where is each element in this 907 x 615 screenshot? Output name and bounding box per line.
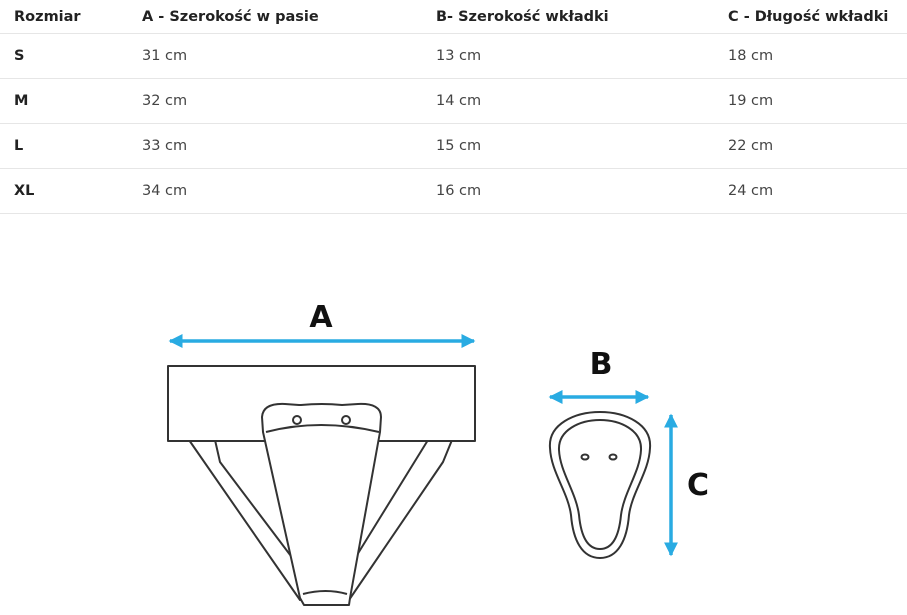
cup-drawing [550, 412, 650, 558]
cup-hole-right [610, 455, 617, 460]
column-header-insert-length: C - Długość wkładki [728, 8, 889, 25]
insert-length-cell: 22 cm [728, 124, 907, 169]
pouch-rivet-right [342, 416, 350, 424]
waist-width-cell: 33 cm [142, 124, 436, 169]
insert-width-cell: 16 cm [436, 169, 728, 214]
label-b: B [589, 347, 613, 382]
waist-width-cell: 34 cm [142, 169, 436, 214]
waist-width-cell: 32 cm [142, 79, 436, 124]
size-cell: M [0, 79, 142, 124]
size-cell: XL [0, 169, 142, 214]
waist-width-cell: 31 cm [142, 34, 436, 79]
column-header-size: Rozmiar [14, 8, 81, 25]
insert-width-cell: 15 cm [436, 124, 728, 169]
jockstrap-drawing [168, 366, 475, 605]
insert-length-cell: 18 cm [728, 34, 907, 79]
cup-hole-left [582, 455, 589, 460]
label-c: C [686, 468, 710, 503]
column-header-waist-width: A - Szerokość w pasie [142, 8, 319, 25]
insert-width-cell: 14 cm [436, 79, 728, 124]
insert-length-cell: 24 cm [728, 169, 907, 214]
cup-inner [559, 420, 641, 549]
column-header-insert-width: B- Szerokość wkładki [436, 8, 609, 25]
insert-width-cell: 13 cm [436, 34, 728, 79]
pouch-rivet-left [293, 416, 301, 424]
insert-length-cell: 19 cm [728, 79, 907, 124]
label-a: A [309, 300, 333, 335]
size-cell: L [0, 124, 142, 169]
size-cell: S [0, 34, 142, 79]
